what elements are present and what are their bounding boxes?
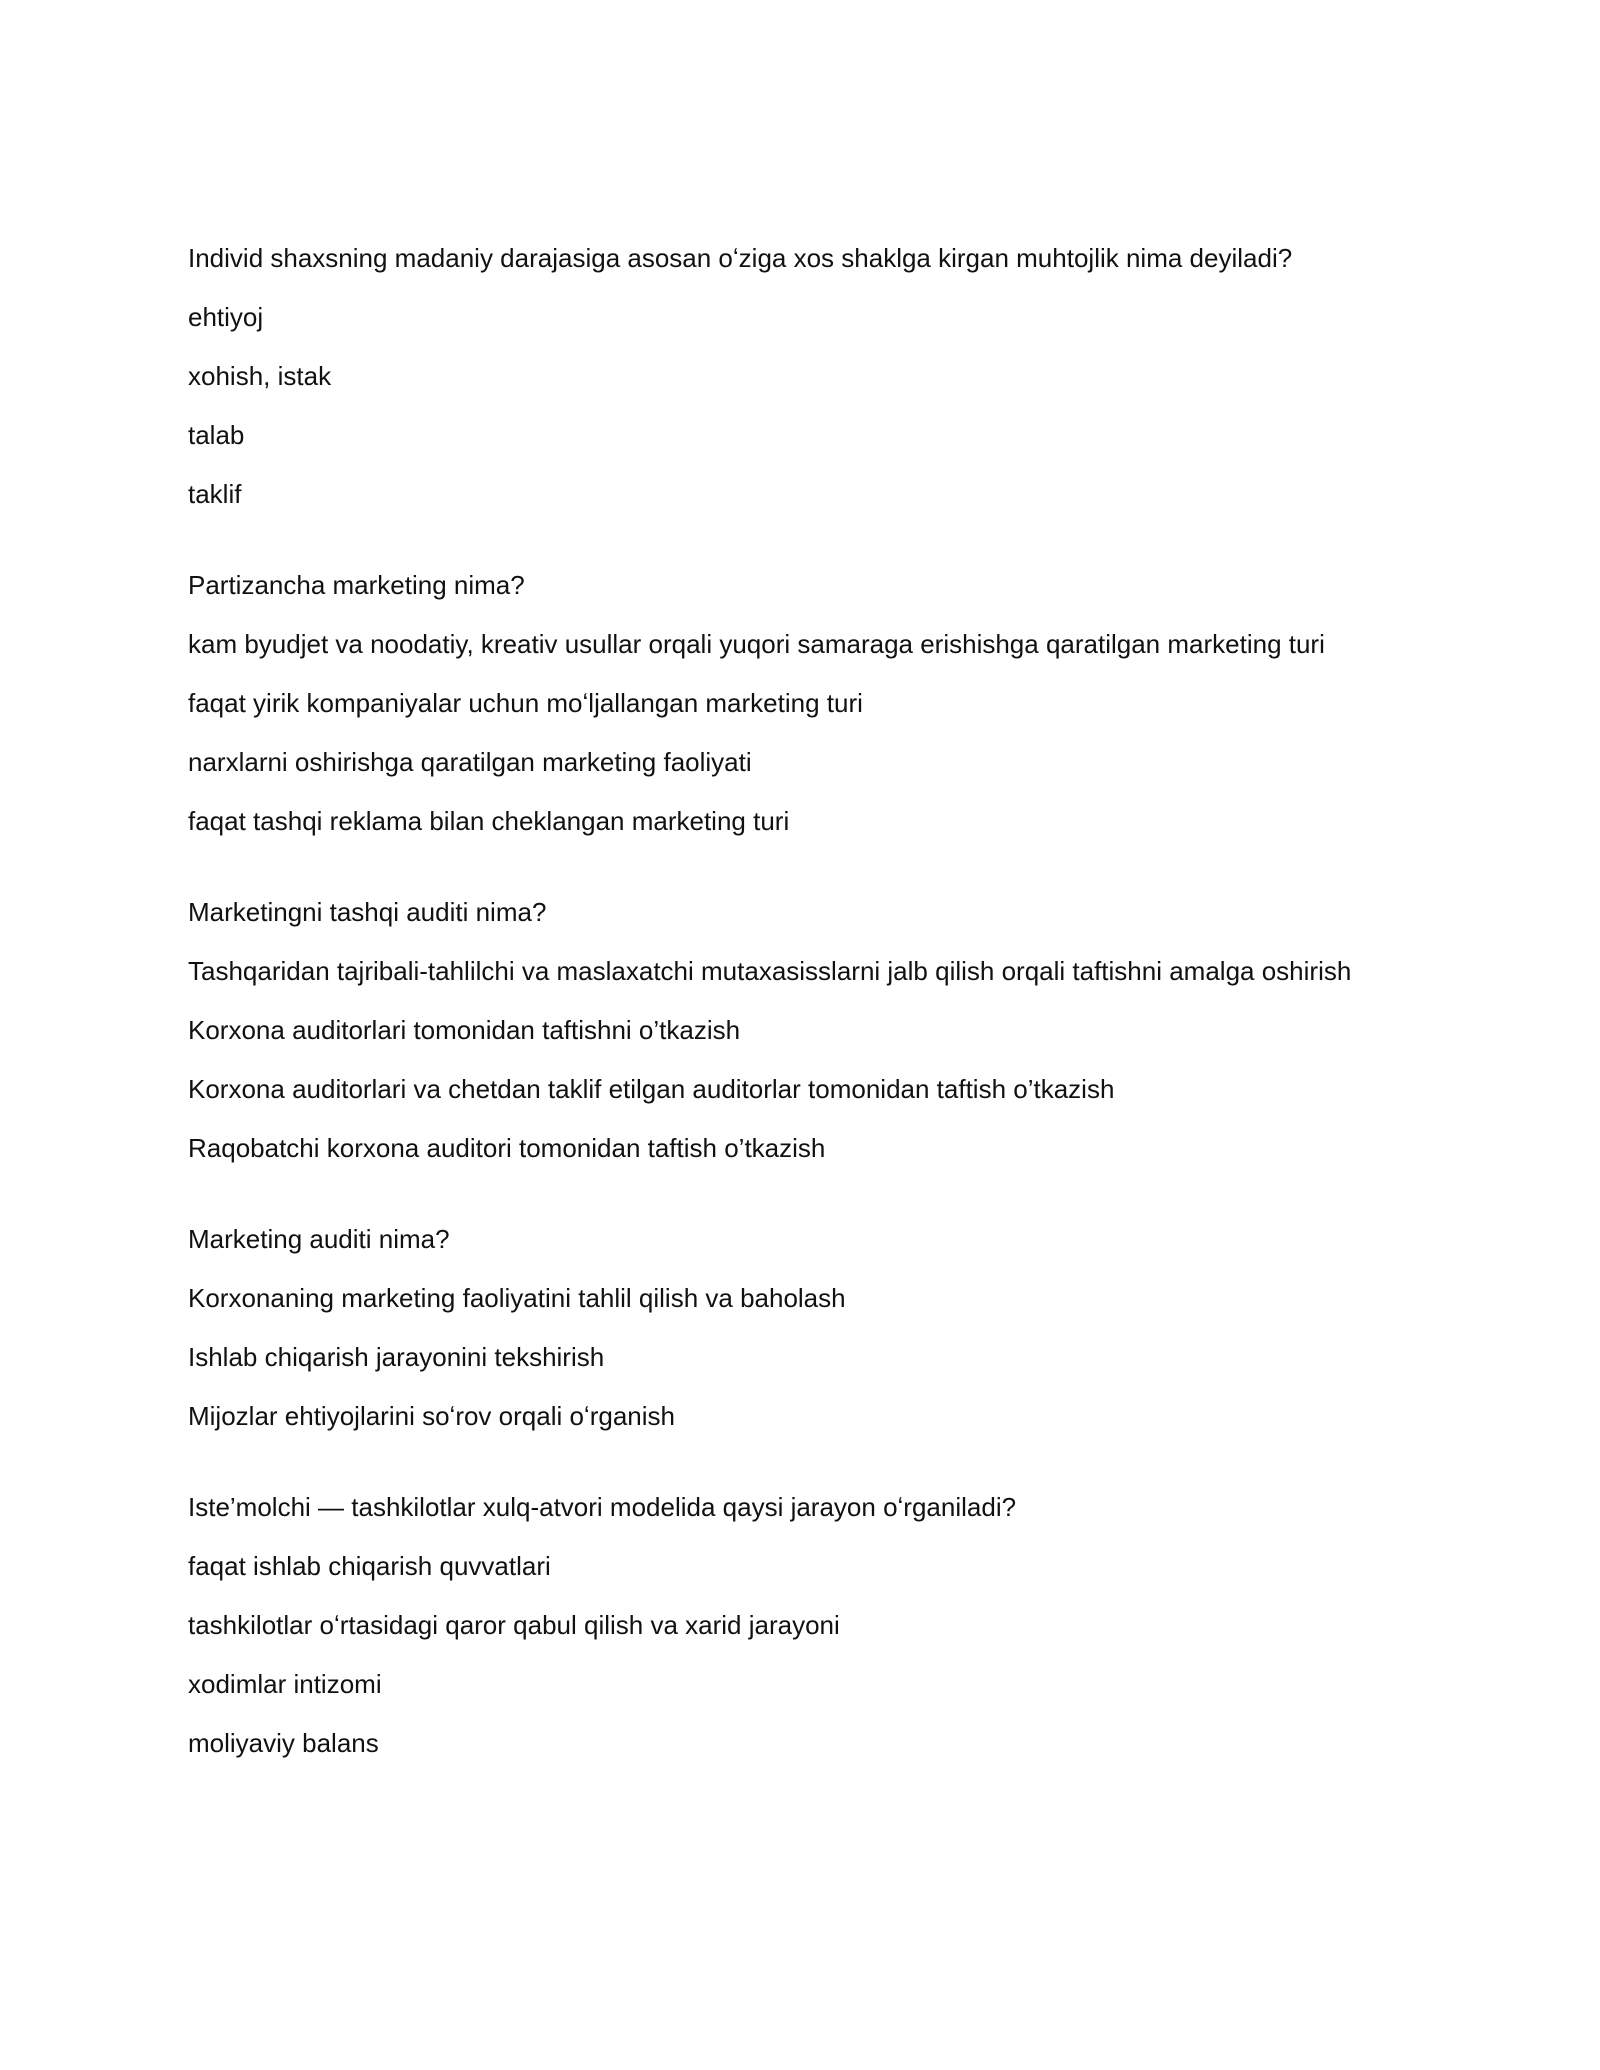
question-text: Iste’molchi — tashkilotlar xulq-atvori modelida qaysi jarayon oʻrganiladi? xyxy=(188,1492,1017,1522)
answer-option: taklif xyxy=(188,479,242,509)
answer-option: xodimlar intizomi xyxy=(188,1669,382,1699)
answer-option: Tashqaridan tajribali-tahlilchi va maslaxatchi mutaxasisslarni jalb qilish orqali taftishni amalga oshirish xyxy=(188,956,1352,986)
answer-option: faqat ishlab chiqarish quvvatlari xyxy=(188,1551,551,1581)
answer-option: Mijozlar ehtiyojlarini soʻrov orqali oʻrganish xyxy=(188,1401,675,1431)
answer-option: faqat yirik kompaniyalar uchun moʻljallangan marketing turi xyxy=(188,688,863,718)
answer-option: moliyaviy balans xyxy=(188,1728,379,1758)
answer-option: Raqobatchi korxona auditori tomonidan taftish o’tkazish xyxy=(188,1133,826,1163)
answer-option: talab xyxy=(188,420,245,450)
answer-option: Korxona auditorlari va chetdan taklif etilgan auditorlar tomonidan taftish o’tkazish xyxy=(188,1074,1115,1104)
question-block-5 xyxy=(188,1491,1448,1759)
answer-option: Ishlab chiqarish jarayonini tekshirish xyxy=(188,1342,605,1372)
question-text: Marketingni tashqi auditi nima? xyxy=(188,897,547,927)
question-block-1 xyxy=(188,242,1448,510)
question-block-4 xyxy=(188,1223,1448,1432)
document-content xyxy=(188,242,1448,1818)
answer-option: ehtiyoj xyxy=(188,302,264,332)
answer-option: xohish, istak xyxy=(188,361,332,391)
answer-option: kam byudjet va noodatiy, kreativ usullar orqali yuqori samaraga erishishga qaratilgan marketing turi xyxy=(188,629,1325,659)
question-block-3 xyxy=(188,896,1448,1164)
question-text: Marketing auditi nima? xyxy=(188,1224,450,1254)
answer-option: Korxonaning marketing faoliyatini tahlil qilish va baholash xyxy=(188,1283,846,1313)
answer-option: faqat tashqi reklama bilan cheklangan marketing turi xyxy=(188,806,790,836)
answer-option: narxlarni oshirishga qaratilgan marketing faoliyati xyxy=(188,747,752,777)
answer-option: tashkilotlar oʻrtasidagi qaror qabul qilish va xarid jarayoni xyxy=(188,1610,840,1640)
question-text: Partizancha marketing nima? xyxy=(188,570,525,600)
question-block-2 xyxy=(188,569,1448,837)
answer-option: Korxona auditorlari tomonidan taftishni o’tkazish xyxy=(188,1015,741,1045)
question-text: Individ shaxsning madaniy darajasiga asosan oʻziga xos shaklga kirgan muhtojlik nima deyiladi? xyxy=(188,243,1293,273)
